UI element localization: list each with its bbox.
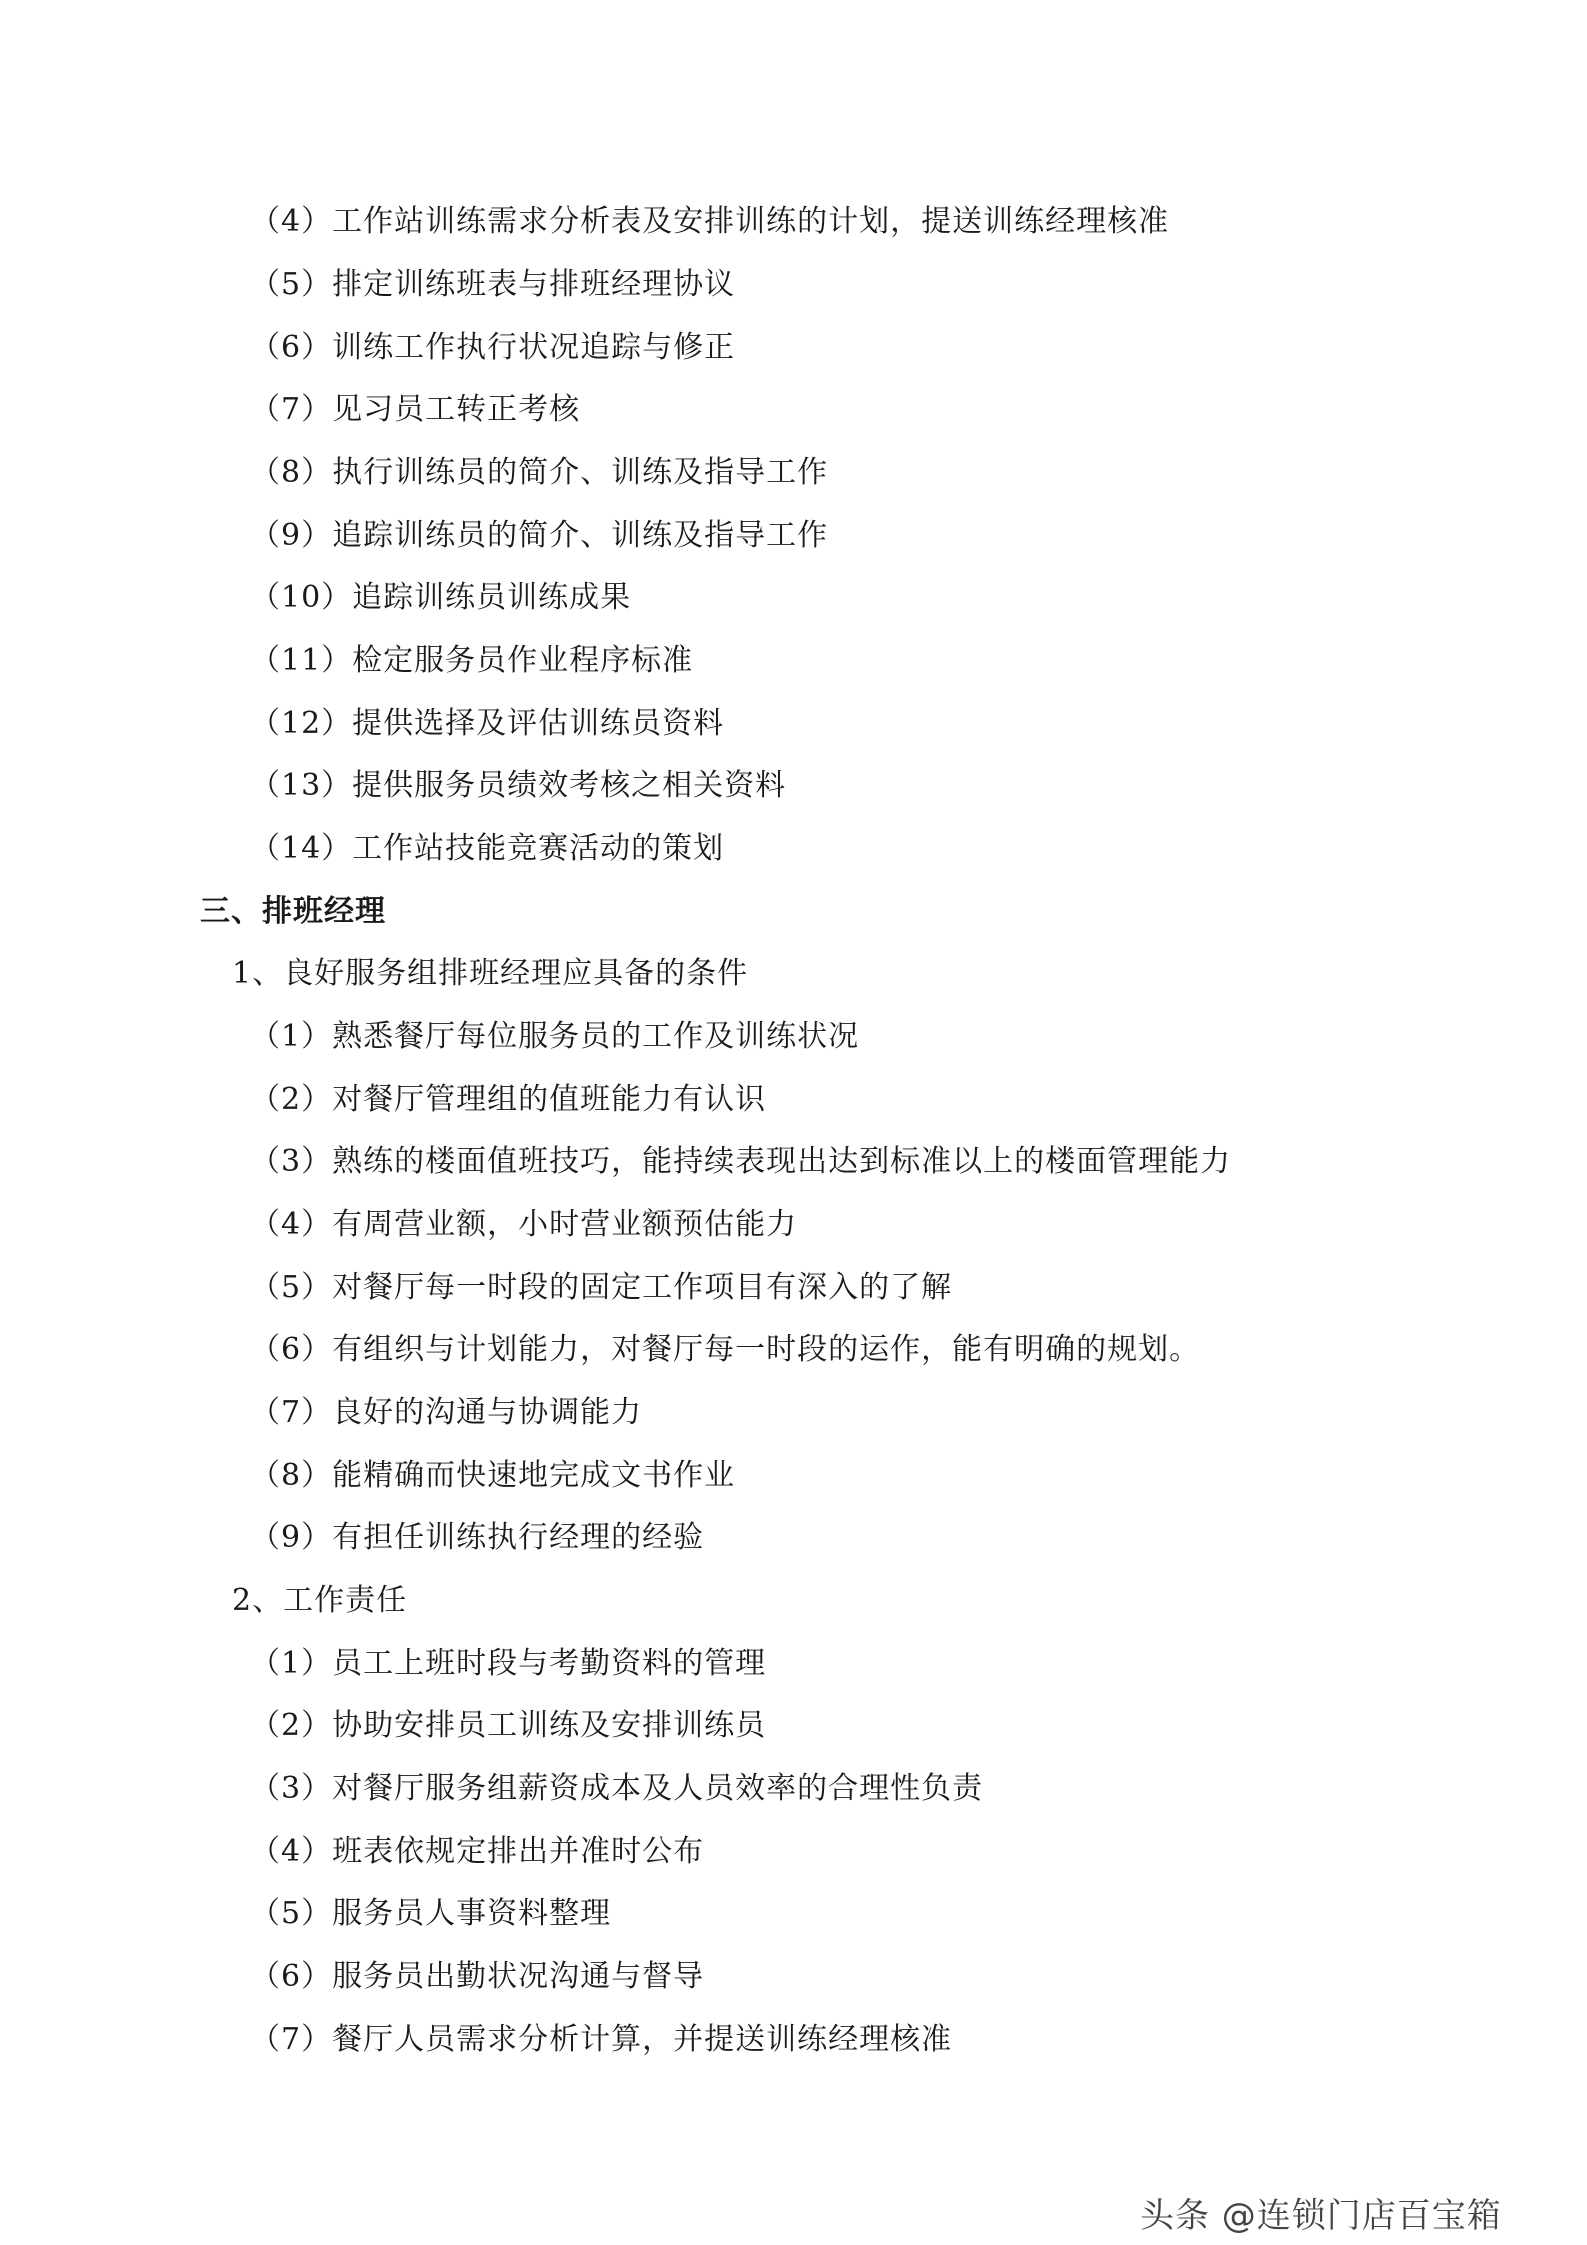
list-item: （2）协助安排员工训练及安排训练员 (250, 1708, 767, 1743)
list-item: （5）排定训练班表与排班经理协议 (250, 267, 736, 302)
list-item: （2）对餐厅管理组的值班能力有认识 (250, 1082, 767, 1117)
list-item: （10）追踪训练员训练成果 (250, 580, 632, 615)
watermark: 头条 @连锁门店百宝箱 (1140, 2196, 1502, 2236)
list-item: （12）提供选择及评估训练员资料 (250, 706, 725, 741)
list-item: （8）执行训练员的简介、训练及指导工作 (250, 455, 829, 490)
list-item: （6）服务员出勤状况沟通与督导 (250, 1959, 705, 1994)
list-item: （8）能精确而快速地完成文书作业 (250, 1458, 736, 1493)
list-item: （7）良好的沟通与协调能力 (250, 1395, 643, 1430)
list-item: （4）有周营业额，小时营业额预估能力 (250, 1207, 798, 1242)
list-item: （1）员工上班时段与考勤资料的管理 (250, 1646, 767, 1681)
list-item: （9）追踪训练员的简介、训练及指导工作 (250, 518, 829, 553)
list-item: （13）提供服务员绩效考核之相关资料 (250, 768, 787, 803)
list-item: （3）对餐厅服务组薪资成本及人员效率的合理性负责 (250, 1771, 984, 1806)
list-item: （5）对餐厅每一时段的固定工作项目有深入的了解 (250, 1270, 953, 1305)
list-item: （6）有组织与计划能力，对餐厅每一时段的运作，能有明确的规划。 (250, 1332, 1201, 1367)
list-item: （9）有担任训练执行经理的经验 (250, 1520, 705, 1555)
section-heading: 三、排班经理 (200, 894, 386, 929)
list-item: （14）工作站技能竞赛活动的策划 (250, 831, 725, 866)
list-item: （7）见习员工转正考核 (250, 392, 581, 427)
list-item: （7）餐厅人员需求分析计算，并提送训练经理核准 (250, 2022, 953, 2057)
list-item: （6）训练工作执行状况追踪与修正 (250, 330, 736, 365)
list-item: （3）熟练的楼面值班技巧，能持续表现出达到标准以上的楼面管理能力 (250, 1144, 1232, 1179)
list-item: （4）工作站训练需求分析表及安排训练的计划，提送训练经理核准 (250, 204, 1170, 239)
list-item: （1）熟悉餐厅每位服务员的工作及训练状况 (250, 1019, 860, 1054)
list-item: （5）服务员人事资料整理 (250, 1896, 612, 1931)
list-item: （4）班表依规定排出并准时公布 (250, 1834, 705, 1869)
list-item: （11）检定服务员作业程序标准 (250, 643, 694, 678)
subsection-title: 2、工作责任 (232, 1583, 408, 1618)
subsection-title: 1、良好服务组排班经理应具备的条件 (232, 956, 749, 991)
